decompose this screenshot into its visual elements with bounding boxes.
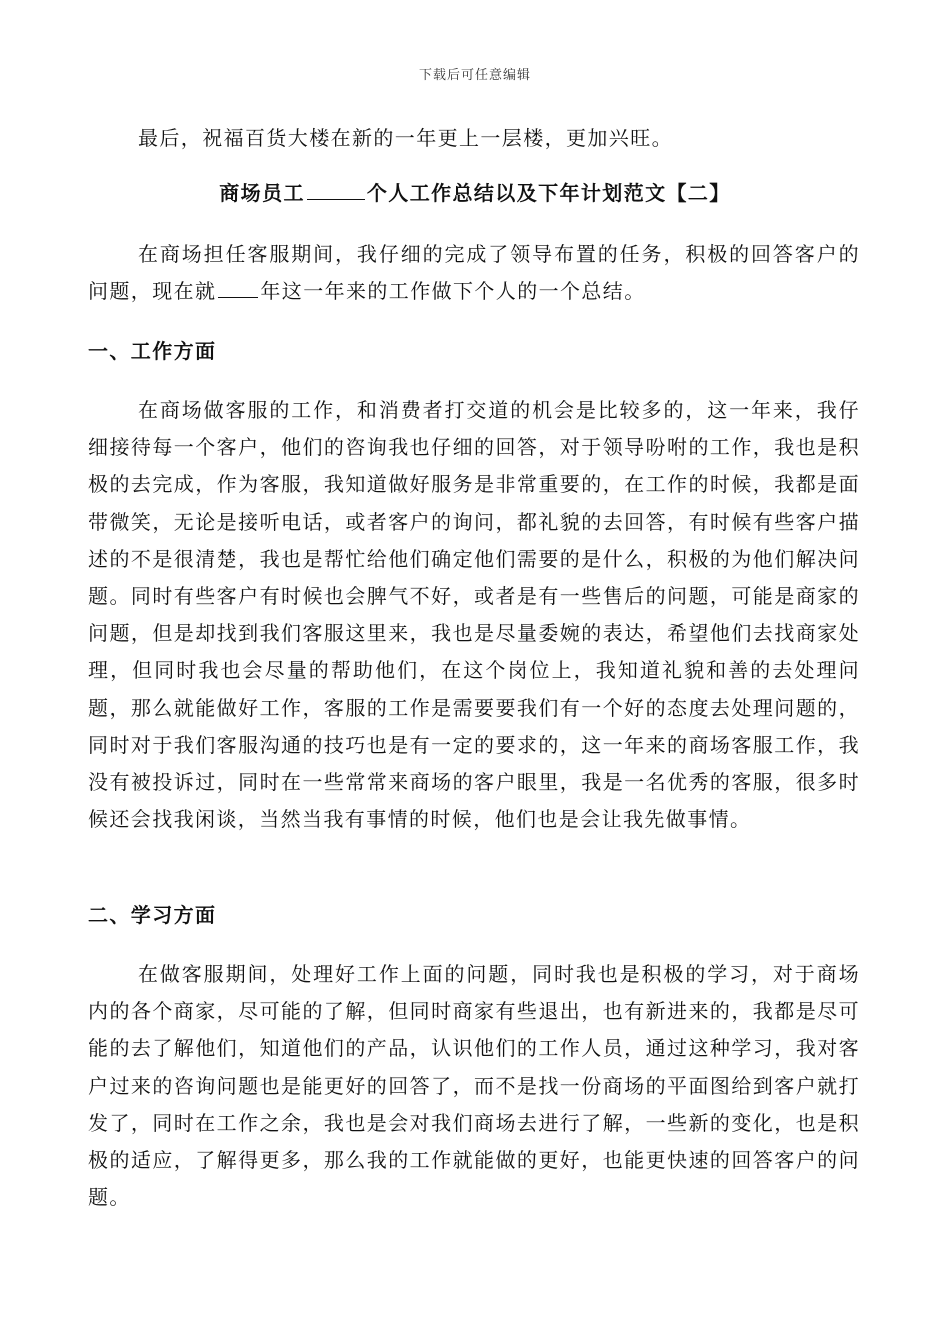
intro-paragraph [88, 236, 860, 310]
section2-heading: 二、学习方面 [88, 903, 217, 927]
title-after-blank: 个人工作总结以及下年计划范文【二】 [366, 181, 731, 205]
intro-blank [218, 279, 258, 298]
section1-heading: 一、工作方面 [88, 339, 217, 363]
closing-line: 最后，祝福百货大楼在新的一年更上一层楼，更加兴旺。 [138, 126, 673, 150]
title-before-blank: 商场员工 [219, 181, 305, 205]
section2-paragraph: 在做客服期间，处理好工作上面的问题，同时我也是积极的学习，对于商场内的各个商家，尽可能的了解，但同时商家有些退出，也有新进来的，我都是尽可能的去了解他们，知道他们的产品，认识他们的工作人员，通过这种学习，我对客户过来的咨询问题也是能更好的回答了，而不是找一份商场的平面图给到客户就打发了，同时在工作之余，我也是会对我们商场去进行了解，一些新的变化，也是积极的适应，了解得更多，那么我的工作就能做的更好，也能更快速的回答客户的问题。 [88, 962, 860, 1210]
section1-paragraph: 在商场做客服的工作，和消费者打交道的机会是比较多的，这一年来，我仔细接待每一个客户，他们的咨询我也仔细的回答，对于领导吩咐的工作，我也是积极的去完成，作为客服，我知道做好服务是非常重要的，在工作的时候，我都是面带微笑，无论是接听电话，或者客户的询问，都礼貌的去回答，有时候有些客户描述的不是很清楚，我也是帮忙给他们确定他们需要的是什么，积极的为他们解决问题。同时有些客户有时候也会脾气不好，或者是有一些售后的问题，可能是商家的问题，但是却找到我们客服这里来，我也是尽量委婉的表达，希望他们去找商家处理，但同时我也会尽量的帮助他们，在这个岗位上，我知道礼貌和善的去处理问题，那么就能做好工作，客服的工作是需要要我们有一个好的态度去处理问题的，同时对于我们客服沟通的技巧也是有一定的要求的，这一年来的商场客服工作，我没有被投诉过，同时在一些常常来商场的客户眼里，我是一名优秀的客服，很多时候还会找我闲谈，当然当我有事情的时候，他们也是会让我先做事情。 [88, 398, 860, 832]
intro-before-blank: 在商场担任客服期间，我仔细的完成了领导布置的任务，积极的回答客户的问题，现在就 [88, 242, 860, 304]
document-title [0, 178, 950, 208]
title-blank [307, 181, 365, 200]
page-header: 下载后可任意编辑 [418, 68, 531, 83]
intro-after-blank: 年这一年来的工作做下个人的一个总结。 [260, 279, 646, 304]
